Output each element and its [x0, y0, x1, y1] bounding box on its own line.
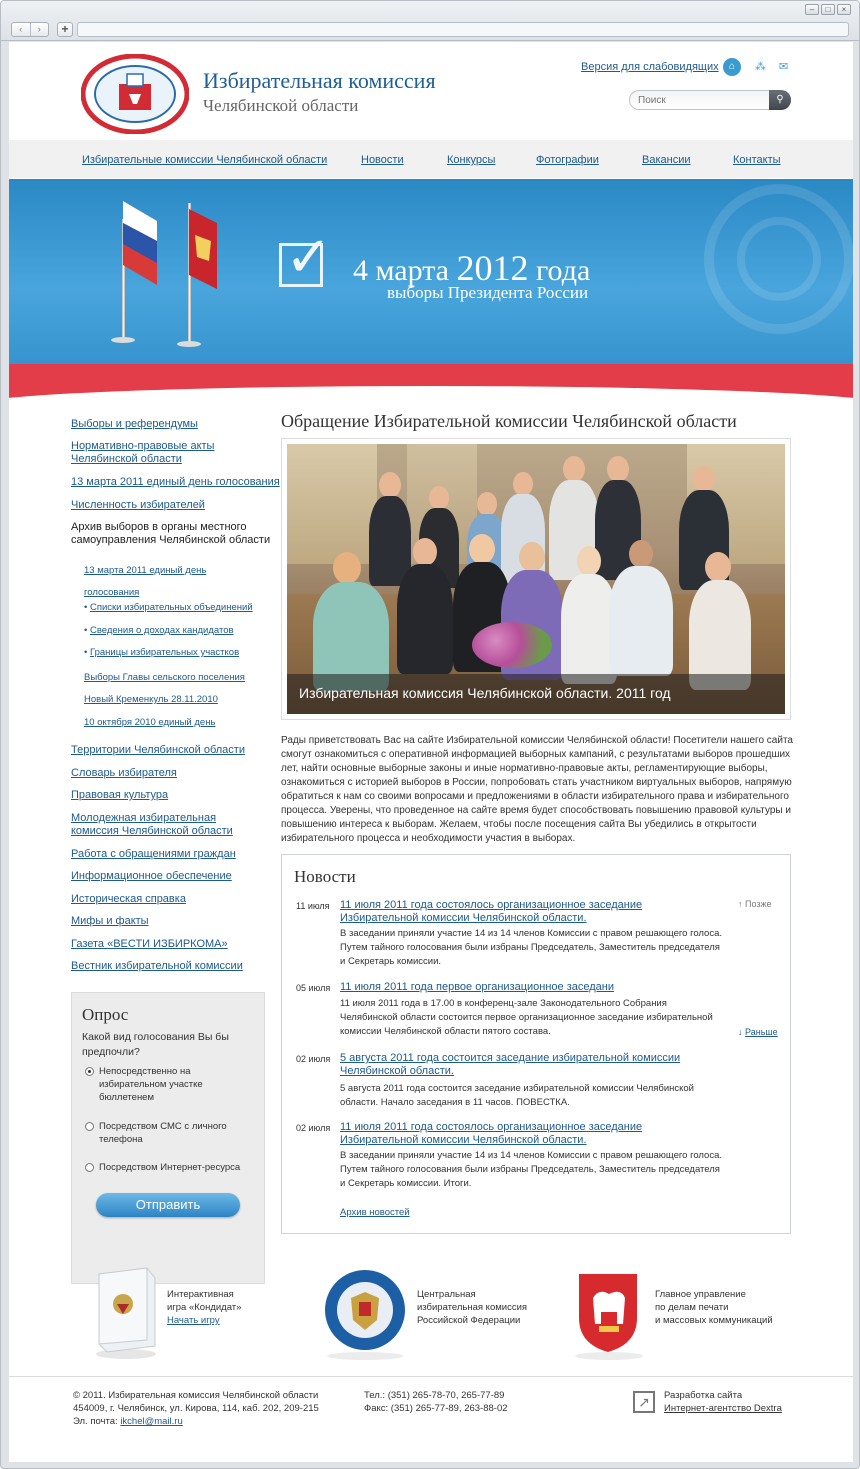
- commission-logo-icon: [81, 54, 189, 134]
- radio[interactable]: [85, 1163, 94, 1172]
- news-archive-link[interactable]: Архив новостей: [340, 1207, 410, 1218]
- flowers: [472, 622, 552, 668]
- arrow-down-icon: ↓: [738, 1027, 743, 1037]
- sidebar-item[interactable]: Историческая справка: [71, 893, 186, 905]
- russian-flag-icon: [107, 201, 159, 285]
- sidebar-subitem[interactable]: Новый Кременкуль 28.11.2010: [84, 694, 218, 705]
- news-title: Новости: [294, 867, 356, 886]
- banner-date: 4 марта 2012 года: [353, 248, 591, 288]
- emblem-watermark-icon: [649, 179, 853, 369]
- ballot-box-icon: [93, 1264, 159, 1360]
- photo-image: [287, 444, 785, 714]
- sidebar-subitem-bullet: • Границы избирательных участков: [84, 647, 240, 658]
- footer-tel: Тел.: (351) 265-78-70, 265-77-89: [364, 1390, 505, 1401]
- back-icon[interactable]: ‹: [12, 23, 31, 36]
- menu-item-news[interactable]: Новости: [361, 154, 404, 166]
- menu-item-vacancies[interactable]: Вакансии: [642, 154, 691, 166]
- footer: [9, 1376, 853, 1462]
- sidebar-subitem[interactable]: 13 марта 2011 единый день голосования: [84, 565, 207, 598]
- sidebar-item[interactable]: Информационное обеспечение: [71, 870, 232, 882]
- poll-option[interactable]: Посредством Интернет-ресурса: [85, 1161, 249, 1174]
- news-item-text: 11 июля 2011 года в 17.00 в конференц-зале Законодательного Собрания Челябинской области состоится первое организационное заседание избирательной комиссии Челябинской области пятого состава.: [340, 998, 713, 1037]
- news-item-title[interactable]: 11 июля 2011 года состоялось организационное заседание Избирательной комиссии Челябинской области.: [340, 1121, 643, 1146]
- menu-item-contests[interactable]: Конкурсы: [447, 154, 496, 166]
- minimize-icon[interactable]: –: [805, 4, 819, 15]
- content-title: Обращение Избирательной комиссии Челябинской области: [281, 411, 737, 431]
- photo-caption: Избирательная комиссия Челябинской области. 2011 год: [299, 685, 671, 701]
- partner-cik: Центральная избирательная комиссия Российской Федерации: [417, 1289, 528, 1326]
- footer-contacts: [73, 1389, 319, 1428]
- page: [9, 42, 853, 1462]
- checkmark-icon: ✓: [285, 225, 332, 288]
- footer-copyright: © 2011. Избирательная комиссия Челябинской области: [73, 1390, 319, 1401]
- news-earlier-link[interactable]: ↓ Раньше: [738, 1027, 778, 1037]
- new-tab-button[interactable]: +: [57, 22, 73, 37]
- news-date: 02 июля: [296, 1123, 331, 1133]
- poll-widget: [71, 992, 265, 1284]
- dextra-logo-icon: ↗: [633, 1391, 655, 1413]
- news-date: 05 июля: [296, 983, 331, 993]
- mail-icon[interactable]: ✉: [779, 61, 789, 73]
- search-box: [629, 90, 791, 110]
- browser-toolbar: [1, 1, 859, 41]
- sidebar-subitem-bullet: • Списки избирательных объединений: [84, 602, 253, 613]
- photo-caption-bar: [287, 674, 785, 714]
- search-icon: ⚲: [776, 94, 784, 105]
- flag-base: [111, 337, 135, 343]
- sidebar-subitem[interactable]: Выборы Главы сельского поселения: [84, 672, 245, 683]
- group-photo: [281, 438, 791, 720]
- start-game-link[interactable]: Начать игру: [167, 1315, 220, 1326]
- menu-item-contacts[interactable]: Контакты: [733, 154, 781, 166]
- developer-link[interactable]: Интернет-агентство Dextra: [664, 1403, 782, 1414]
- chelyabinsk-coat-of-arms-icon: [569, 1268, 649, 1360]
- radio[interactable]: [85, 1122, 94, 1131]
- news-date: 11 июля: [296, 901, 330, 911]
- nav-buttons: [11, 22, 49, 37]
- search-input[interactable]: [638, 93, 766, 107]
- sidebar-item[interactable]: Правовая культура: [71, 789, 169, 801]
- footer-phones: [364, 1389, 508, 1415]
- sidebar-item[interactable]: Мифы и факты: [71, 915, 149, 927]
- banner-subtitle: выборы Президента России: [387, 283, 589, 302]
- poll-option[interactable]: Посредством СМС с личного телефона: [85, 1120, 249, 1146]
- sidebar-item[interactable]: Нормативно-правовые акты Челябинской области: [71, 440, 215, 465]
- sidebar-item[interactable]: Словарь избирателя: [71, 767, 177, 779]
- footer-developer: Разработка сайта Интернет-агентство Dextra: [664, 1390, 782, 1414]
- election-banner: [9, 179, 853, 398]
- close-icon[interactable]: ×: [837, 4, 851, 15]
- sidebar-item-archive: Архив выборов в органы местного самоуправления Челябинской области: [71, 521, 271, 546]
- arrow-up-icon: ↑: [738, 899, 743, 909]
- main-menu: [9, 140, 853, 178]
- partner-press: Главное управление по делам печати и массовых коммуникаций: [655, 1289, 773, 1326]
- footer-email-row: Эл. почта: ikchel@mail.ru: [73, 1416, 183, 1427]
- news-item-title[interactable]: 11 июля 2011 года первое организационное заседани: [340, 981, 615, 993]
- news-item-text: В заседании приняли участие 14 из 14 членов Комиссии с правом решающего голоса. Путем тайного голосования были избраны Председатель, Заместитель председателя и Секретарь комиссии.: [340, 928, 723, 967]
- maximize-icon[interactable]: □: [821, 4, 835, 15]
- forward-icon[interactable]: ›: [37, 24, 41, 34]
- radio-selected[interactable]: [85, 1067, 94, 1076]
- chelyabinsk-flag-icon: [179, 209, 219, 289]
- site-subtitle: Челябинской области: [203, 96, 359, 115]
- sidebar-item[interactable]: Численность избирателей: [71, 499, 205, 511]
- sidebar-item[interactable]: Молодежная избирательная комиссия Челябинской области: [71, 812, 233, 837]
- poll-option[interactable]: Непосредственно на избирательном участке бюллетенем: [85, 1065, 249, 1104]
- cik-emblem-icon: [321, 1268, 409, 1360]
- news-item-text: В заседании приняли участие 14 из 14 членов Комиссии с правом решающего голоса. Путем тайного голосования были избраны Председатель, Заместитель председателя и Секретарь комиссии. Итоги.: [340, 1150, 723, 1189]
- menu-item-commissions[interactable]: Избирательные комиссии Челябинской области: [82, 154, 328, 166]
- sidebar-item[interactable]: Территории Челябинской области: [71, 744, 245, 756]
- sidebar-subitem-bullet: • Сведения о доходах кандидатов: [84, 625, 234, 636]
- sidebar-item[interactable]: Газета «ВЕСТИ ИЗБИРКОМА»: [71, 938, 228, 950]
- sidebar-item[interactable]: Вестник избирательной комиссии: [71, 960, 243, 972]
- site-title: Избирательная комиссия: [203, 68, 436, 93]
- footer-email-link[interactable]: ikchel@mail.ru: [120, 1416, 183, 1427]
- news-item-title[interactable]: 11 июля 2011 года состоялось организационное заседание Избирательной комиссии Челябинской области.: [340, 899, 643, 924]
- sidebar-item[interactable]: Работа с обращениями граждан: [71, 848, 236, 860]
- footer-address: 454009, г. Челябинск, ул. Кирова, 114, каб. 202, 209-215: [73, 1403, 319, 1414]
- partner-game: Интерактивная игра «Кондидат» Начать игру: [167, 1289, 242, 1326]
- news-date: 02 июля: [296, 1054, 331, 1064]
- sidebar-item[interactable]: 13 марта 2011 единый день голосования: [71, 476, 280, 488]
- window-controls: [805, 4, 851, 15]
- news-later-link[interactable]: ↑ Позже: [738, 899, 772, 909]
- menu-item-photos[interactable]: Фотографии: [536, 154, 599, 166]
- news-item-title[interactable]: 5 августа 2011 года состоится заседание избирательной комиссии Челябинской области.: [340, 1052, 681, 1077]
- sitemap-icon[interactable]: ⁂: [755, 61, 766, 73]
- vision-version-link[interactable]: Версия для слабовидящих: [581, 61, 719, 73]
- wall-panel: [287, 444, 377, 564]
- news-item-text: 5 августа 2011 года состоится заседание избирательной комиссии Челябинской области. Начало заседания в 11 часов. ПОВЕСТКА.: [340, 1083, 694, 1108]
- sidebar-item[interactable]: Выборы и референдумы: [71, 418, 198, 430]
- poll-submit-button[interactable]: Отправить: [96, 1193, 240, 1217]
- intro-text: Рады приветствовать Вас на сайте Избирательной комиссии Челябинской области! Посетители нашего сайта смогут ознакомиться с оперативной информацией выборных кампаний, с результатами выборов прошедших лет, найти основные выборные законы и иные нормативно-правовые акты, регламентирующие выборы, ознакомиться с историей выборов в России, попробовать стать участником виртуальных выборов, напрямую обратиться к нам со своими вопросами и предложениями в области избирательного права и избирательного процесса. Уверены, что проведенное на сайте время будет способствовать повышению правовой культуры и повышению интереса к выборам. Желаем, чтобы после посещения сайта Вы убедились в открытости избирательного процесса и необходимости участия в выборах.: [281, 735, 793, 844]
- flag-base: [177, 341, 201, 347]
- search-button[interactable]: [769, 90, 791, 110]
- news-block: [281, 854, 791, 1234]
- address-bar[interactable]: [77, 22, 849, 37]
- home-icon[interactable]: ⌂: [723, 58, 741, 76]
- poll-title: Опрос: [82, 1005, 129, 1024]
- footer-fax: Факс: (351) 265-77-89, 263-88-02: [364, 1403, 508, 1414]
- poll-question: Какой вид голосования Вы бы предпочли?: [82, 1031, 229, 1058]
- sidebar-subitem[interactable]: 10 октября 2010 единый день: [84, 717, 216, 728]
